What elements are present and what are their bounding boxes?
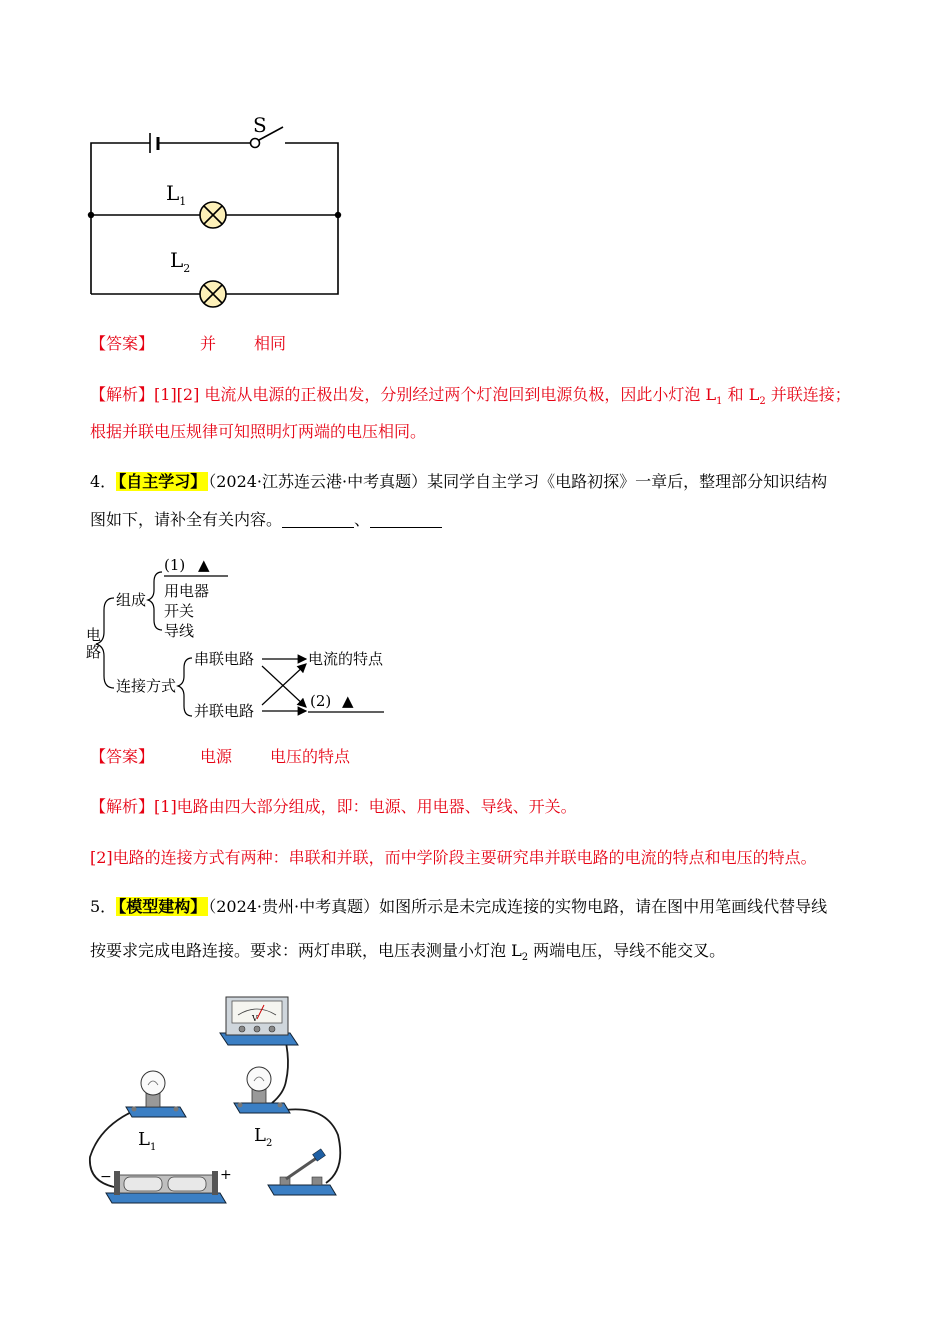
q3-answer-line — [90, 331, 286, 357]
blank-label-1: (1) — [164, 556, 186, 574]
q4-analysis-1: 【解析】[1]电路由四大部分组成，即：电源、用电器、导线、开关。 — [90, 797, 577, 816]
blank-label-2: (2) — [310, 692, 332, 710]
branch-composition: 组成 — [116, 591, 147, 609]
item-wire: 导线 — [164, 622, 195, 640]
question-number: 5． — [90, 897, 117, 916]
branch-connection: 连接方式 — [116, 677, 177, 695]
answer-1: 电源 — [200, 747, 233, 766]
answer-blank-1[interactable] — [282, 511, 354, 528]
series-circuit: 串联电路 — [194, 650, 255, 668]
q4-question-line-2: 图如下，请补全有关内容。 、 — [90, 507, 442, 533]
item-switch: 开关 — [164, 602, 195, 620]
lamp-1-symbol — [200, 202, 226, 228]
voltmeter-symbol: V — [252, 1014, 258, 1023]
lamp-2[interactable] — [234, 1067, 290, 1113]
q5-question-line-2: 按要求完成电路连接。要求：两灯串联，电压表测量小灯泡 $L_2$ 两端电压，导线不能交叉。 — [90, 941, 726, 964]
current-feature: 电流的特点 — [308, 650, 384, 668]
root-label-1: 电 — [86, 626, 102, 644]
battery-pack[interactable] — [106, 1171, 226, 1203]
q3-analysis-line-1: 【解析】[1][2] 电流从电源的正极出发，分别经过两个灯泡回到电源负极，因此小灯泡 $L_1$ 和 $L_2$ 并联连接； — [90, 385, 851, 408]
lamp-2-symbol — [200, 281, 226, 307]
lamp-2-label: $L_2$ — [254, 1125, 273, 1149]
voltmeter[interactable] — [220, 997, 298, 1045]
knowledge-structure-diagram — [82, 550, 392, 725]
q3-analysis-line-2: 根据并联电压规律可知照明灯两端的电压相同。 — [90, 422, 427, 441]
battery-minus: − — [100, 1169, 112, 1185]
physical-circuit-figure — [80, 985, 370, 1220]
answer-2: 相同 — [254, 334, 287, 353]
lamp-1[interactable] — [126, 1071, 186, 1117]
lamp-1-label: $L_1$ — [138, 1129, 157, 1153]
answer-1: 并 — [200, 334, 217, 353]
battery-plus: + — [220, 1167, 232, 1183]
parallel-circuit-diagram — [80, 110, 360, 310]
q5-tag: 【模型建构】 — [118, 897, 207, 916]
q4-analysis-2: [2]电路的连接方式有两种：串联和并联，而中学阶段主要研究串并联电路的电流的特点和电压的特点。 — [90, 848, 817, 867]
item-appliance: 用电器 — [164, 582, 210, 600]
parallel-circuit: 并联电路 — [194, 702, 255, 720]
knife-switch[interactable] — [268, 1149, 336, 1195]
lamp-1-label: $L_1$ — [166, 181, 187, 208]
lamp-2-label: $L_2$ — [170, 248, 191, 275]
q5-question-line-1: 5． 【模型建构】 （2024·贵州·中考真题）如图所示是未完成连接的实物电路，请在图中用笔画线代替导线 — [90, 897, 828, 916]
switch-label: S — [253, 113, 267, 137]
answer-tag: 【答案】 — [90, 334, 155, 353]
q4-question-line-1: 4． 【自主学习】 （2024·江苏连云港·中考真题）某同学自主学习《电路初探》一章后，整理部分知识结构 — [90, 472, 828, 491]
analysis-tag: 【解析】 — [90, 385, 155, 404]
answer-blank-2[interactable] — [370, 511, 442, 528]
root-label-2: 路 — [86, 643, 102, 661]
triangle-marker-2: ▲ — [342, 692, 354, 710]
triangle-marker-1: ▲ — [198, 556, 210, 574]
q4-answer-line: 【答案】 电源 电压的特点 — [90, 747, 351, 766]
question-number: 4． — [90, 472, 117, 491]
q4-tag: 【自主学习】 — [118, 472, 207, 491]
answer-2: 电压的特点 — [270, 747, 351, 766]
